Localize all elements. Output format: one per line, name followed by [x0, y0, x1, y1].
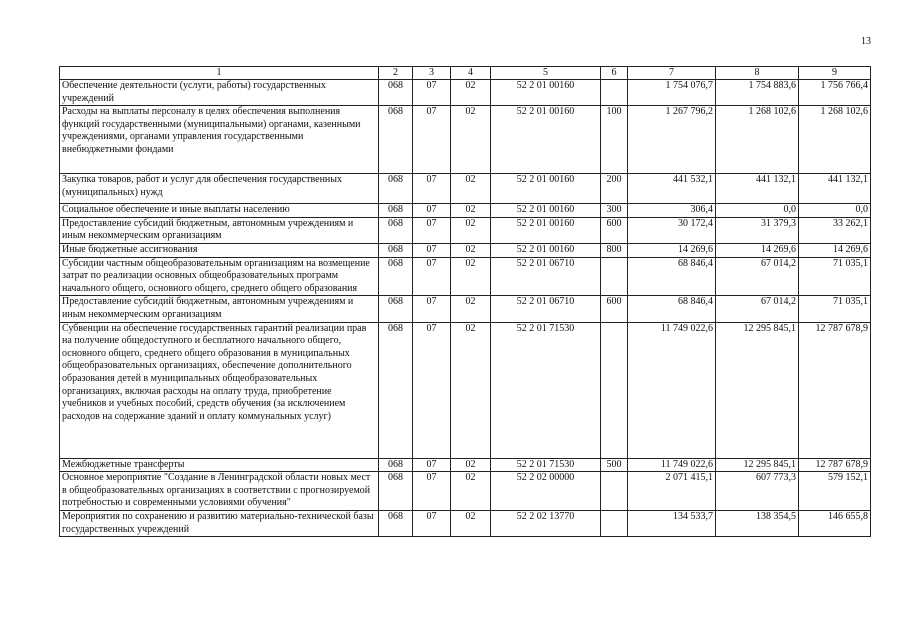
cell-subsection: 02	[451, 106, 491, 174]
cell-section: 07	[413, 217, 451, 243]
cell-admin-code: 068	[379, 257, 413, 296]
cell-amount-col7: 14 269,6	[628, 243, 716, 257]
cell-expense-type: 200	[601, 174, 628, 204]
row-name: Межбюджетные трансферты	[60, 458, 379, 472]
cell-admin-code: 068	[379, 322, 413, 458]
cell-target-article: 52 2 01 00160	[491, 106, 601, 174]
cell-expense-type	[601, 80, 628, 106]
row-name: Субсидии частным общеобразовательным организациям на возмещение затрат по реализации основных общеобразовательных программ начального общего, основного общего, среднего общего образования	[60, 257, 379, 296]
cell-amount-col7: 306,4	[628, 204, 716, 218]
cell-amount-col9: 0,0	[799, 204, 871, 218]
row-name: Мероприятия по сохранению и развитию материально-технической базы государственных учреждений	[60, 510, 379, 536]
cell-amount-col7: 1 754 076,7	[628, 80, 716, 106]
cell-subsection: 02	[451, 174, 491, 204]
cell-amount-col9: 1 756 766,4	[799, 80, 871, 106]
cell-target-article: 52 2 01 06710	[491, 257, 601, 296]
table-row	[60, 174, 871, 204]
row-name: Обеспечение деятельности (услуги, работы) государственных учреждений	[60, 80, 379, 106]
cell-section: 07	[413, 322, 451, 458]
cell-amount-col9: 441 132,1	[799, 174, 871, 204]
cell-subsection: 02	[451, 322, 491, 458]
cell-amount-col9: 12 787 678,9	[799, 322, 871, 458]
cell-amount-col8: 12 295 845,1	[716, 458, 799, 472]
table-row	[60, 217, 871, 243]
cell-section: 07	[413, 174, 451, 204]
table-row	[60, 322, 871, 458]
row-name: Расходы на выплаты персоналу в целях обеспечения выполнения функций государственными (муниципальными) органами, казенными учреждениями, органами управления государственными внебюджетными фондами	[60, 106, 379, 174]
cell-amount-col8: 67 014,2	[716, 296, 799, 322]
table-row	[60, 472, 871, 511]
cell-subsection: 02	[451, 243, 491, 257]
cell-amount-col9: 579 152,1	[799, 472, 871, 511]
row-name: Предоставление субсидий бюджетным, автономным учреждениям и иным некоммерческим организациям	[60, 217, 379, 243]
cell-admin-code: 068	[379, 510, 413, 536]
cell-section: 07	[413, 510, 451, 536]
cell-amount-col9: 71 035,1	[799, 257, 871, 296]
cell-target-article: 52 2 01 00160	[491, 174, 601, 204]
cell-amount-col8: 31 379,3	[716, 217, 799, 243]
cell-amount-col8: 607 773,3	[716, 472, 799, 511]
cell-target-article: 52 2 01 06710	[491, 296, 601, 322]
cell-amount-col8: 1 754 883,6	[716, 80, 799, 106]
cell-admin-code: 068	[379, 458, 413, 472]
table-row	[60, 458, 871, 472]
cell-section: 07	[413, 80, 451, 106]
cell-expense-type	[601, 322, 628, 458]
table-row	[60, 510, 871, 536]
table-row	[60, 80, 871, 106]
cell-subsection: 02	[451, 296, 491, 322]
cell-expense-type: 800	[601, 243, 628, 257]
cell-section: 07	[413, 458, 451, 472]
header-row	[60, 67, 871, 80]
cell-admin-code: 068	[379, 106, 413, 174]
cell-admin-code: 068	[379, 204, 413, 218]
cell-target-article: 52 2 02 13770	[491, 510, 601, 536]
cell-admin-code: 068	[379, 472, 413, 511]
cell-target-article: 52 2 01 00160	[491, 80, 601, 106]
row-name: Субвенции на обеспечение государственных гарантий реализации прав на получение общедоступного и бесплатного начального общего, основного общего, среднего общего образования в муниципальных общеобразовательных организациях, обеспечение дополнительного образования детей в муниципальных общеобразовательных организациях, включая расходы на оплату труда, приобретение учебников и учебных пособий, средств обучения (за исключением расходов на содержание зданий и оплату коммунальных услуг)	[60, 322, 379, 458]
cell-target-article: 52 2 01 00160	[491, 204, 601, 218]
cell-subsection: 02	[451, 204, 491, 218]
column-header: 7	[628, 67, 716, 80]
cell-amount-col7: 1 267 796,2	[628, 106, 716, 174]
cell-target-article: 52 2 01 71530	[491, 458, 601, 472]
cell-target-article: 52 2 01 00160	[491, 243, 601, 257]
cell-admin-code: 068	[379, 80, 413, 106]
cell-target-article: 52 2 02 00000	[491, 472, 601, 511]
cell-section: 07	[413, 472, 451, 511]
cell-amount-col8: 441 132,1	[716, 174, 799, 204]
cell-section: 07	[413, 106, 451, 174]
cell-amount-col7: 11 749 022,6	[628, 458, 716, 472]
cell-amount-col8: 1 268 102,6	[716, 106, 799, 174]
row-name: Закупка товаров, работ и услуг для обеспечения государственных (муниципальных) нужд	[60, 174, 379, 204]
column-header: 1	[60, 67, 379, 80]
cell-admin-code: 068	[379, 296, 413, 322]
row-name: Иные бюджетные ассигнования	[60, 243, 379, 257]
cell-section: 07	[413, 243, 451, 257]
cell-expense-type: 500	[601, 458, 628, 472]
cell-amount-col9: 146 655,8	[799, 510, 871, 536]
cell-amount-col7: 134 533,7	[628, 510, 716, 536]
cell-amount-col7: 11 749 022,6	[628, 322, 716, 458]
cell-amount-col7: 30 172,4	[628, 217, 716, 243]
cell-section: 07	[413, 257, 451, 296]
page-number: 13	[861, 36, 871, 47]
column-header: 2	[379, 67, 413, 80]
cell-amount-col9: 71 035,1	[799, 296, 871, 322]
cell-amount-col7: 68 846,4	[628, 257, 716, 296]
cell-subsection: 02	[451, 80, 491, 106]
cell-amount-col9: 1 268 102,6	[799, 106, 871, 174]
cell-section: 07	[413, 296, 451, 322]
cell-subsection: 02	[451, 217, 491, 243]
cell-expense-type	[601, 472, 628, 511]
row-name: Предоставление субсидий бюджетным, автономным учреждениям и иным некоммерческим организациям	[60, 296, 379, 322]
cell-admin-code: 068	[379, 243, 413, 257]
cell-admin-code: 068	[379, 217, 413, 243]
row-name: Социальное обеспечение и иные выплаты населению	[60, 204, 379, 218]
cell-amount-col8: 14 269,6	[716, 243, 799, 257]
cell-amount-col7: 68 846,4	[628, 296, 716, 322]
cell-admin-code: 068	[379, 174, 413, 204]
cell-amount-col8: 12 295 845,1	[716, 322, 799, 458]
cell-amount-col8: 138 354,5	[716, 510, 799, 536]
budget-table	[59, 66, 871, 537]
cell-subsection: 02	[451, 510, 491, 536]
column-header: 4	[451, 67, 491, 80]
cell-amount-col9: 12 787 678,9	[799, 458, 871, 472]
cell-section: 07	[413, 204, 451, 218]
cell-subsection: 02	[451, 257, 491, 296]
column-header: 6	[601, 67, 628, 80]
table-row	[60, 296, 871, 322]
column-header: 3	[413, 67, 451, 80]
table-row	[60, 106, 871, 174]
cell-amount-col8: 67 014,2	[716, 257, 799, 296]
cell-expense-type: 600	[601, 217, 628, 243]
table-row	[60, 243, 871, 257]
column-header: 5	[491, 67, 601, 80]
cell-expense-type	[601, 510, 628, 536]
cell-expense-type: 300	[601, 204, 628, 218]
cell-amount-col9: 33 262,1	[799, 217, 871, 243]
cell-target-article: 52 2 01 00160	[491, 217, 601, 243]
table-row	[60, 257, 871, 296]
row-name: Основное мероприятие "Создание в Ленинградской области новых мест в общеобразовательных организациях в соответствии с прогнозируемой потребностью и современными условиями обучения"	[60, 472, 379, 511]
cell-target-article: 52 2 01 71530	[491, 322, 601, 458]
cell-amount-col7: 441 532,1	[628, 174, 716, 204]
column-header: 9	[799, 67, 871, 80]
cell-amount-col8: 0,0	[716, 204, 799, 218]
cell-subsection: 02	[451, 458, 491, 472]
cell-expense-type: 100	[601, 106, 628, 174]
cell-amount-col9: 14 269,6	[799, 243, 871, 257]
column-header: 8	[716, 67, 799, 80]
cell-expense-type	[601, 257, 628, 296]
cell-subsection: 02	[451, 472, 491, 511]
cell-amount-col7: 2 071 415,1	[628, 472, 716, 511]
cell-expense-type: 600	[601, 296, 628, 322]
table-row	[60, 204, 871, 218]
